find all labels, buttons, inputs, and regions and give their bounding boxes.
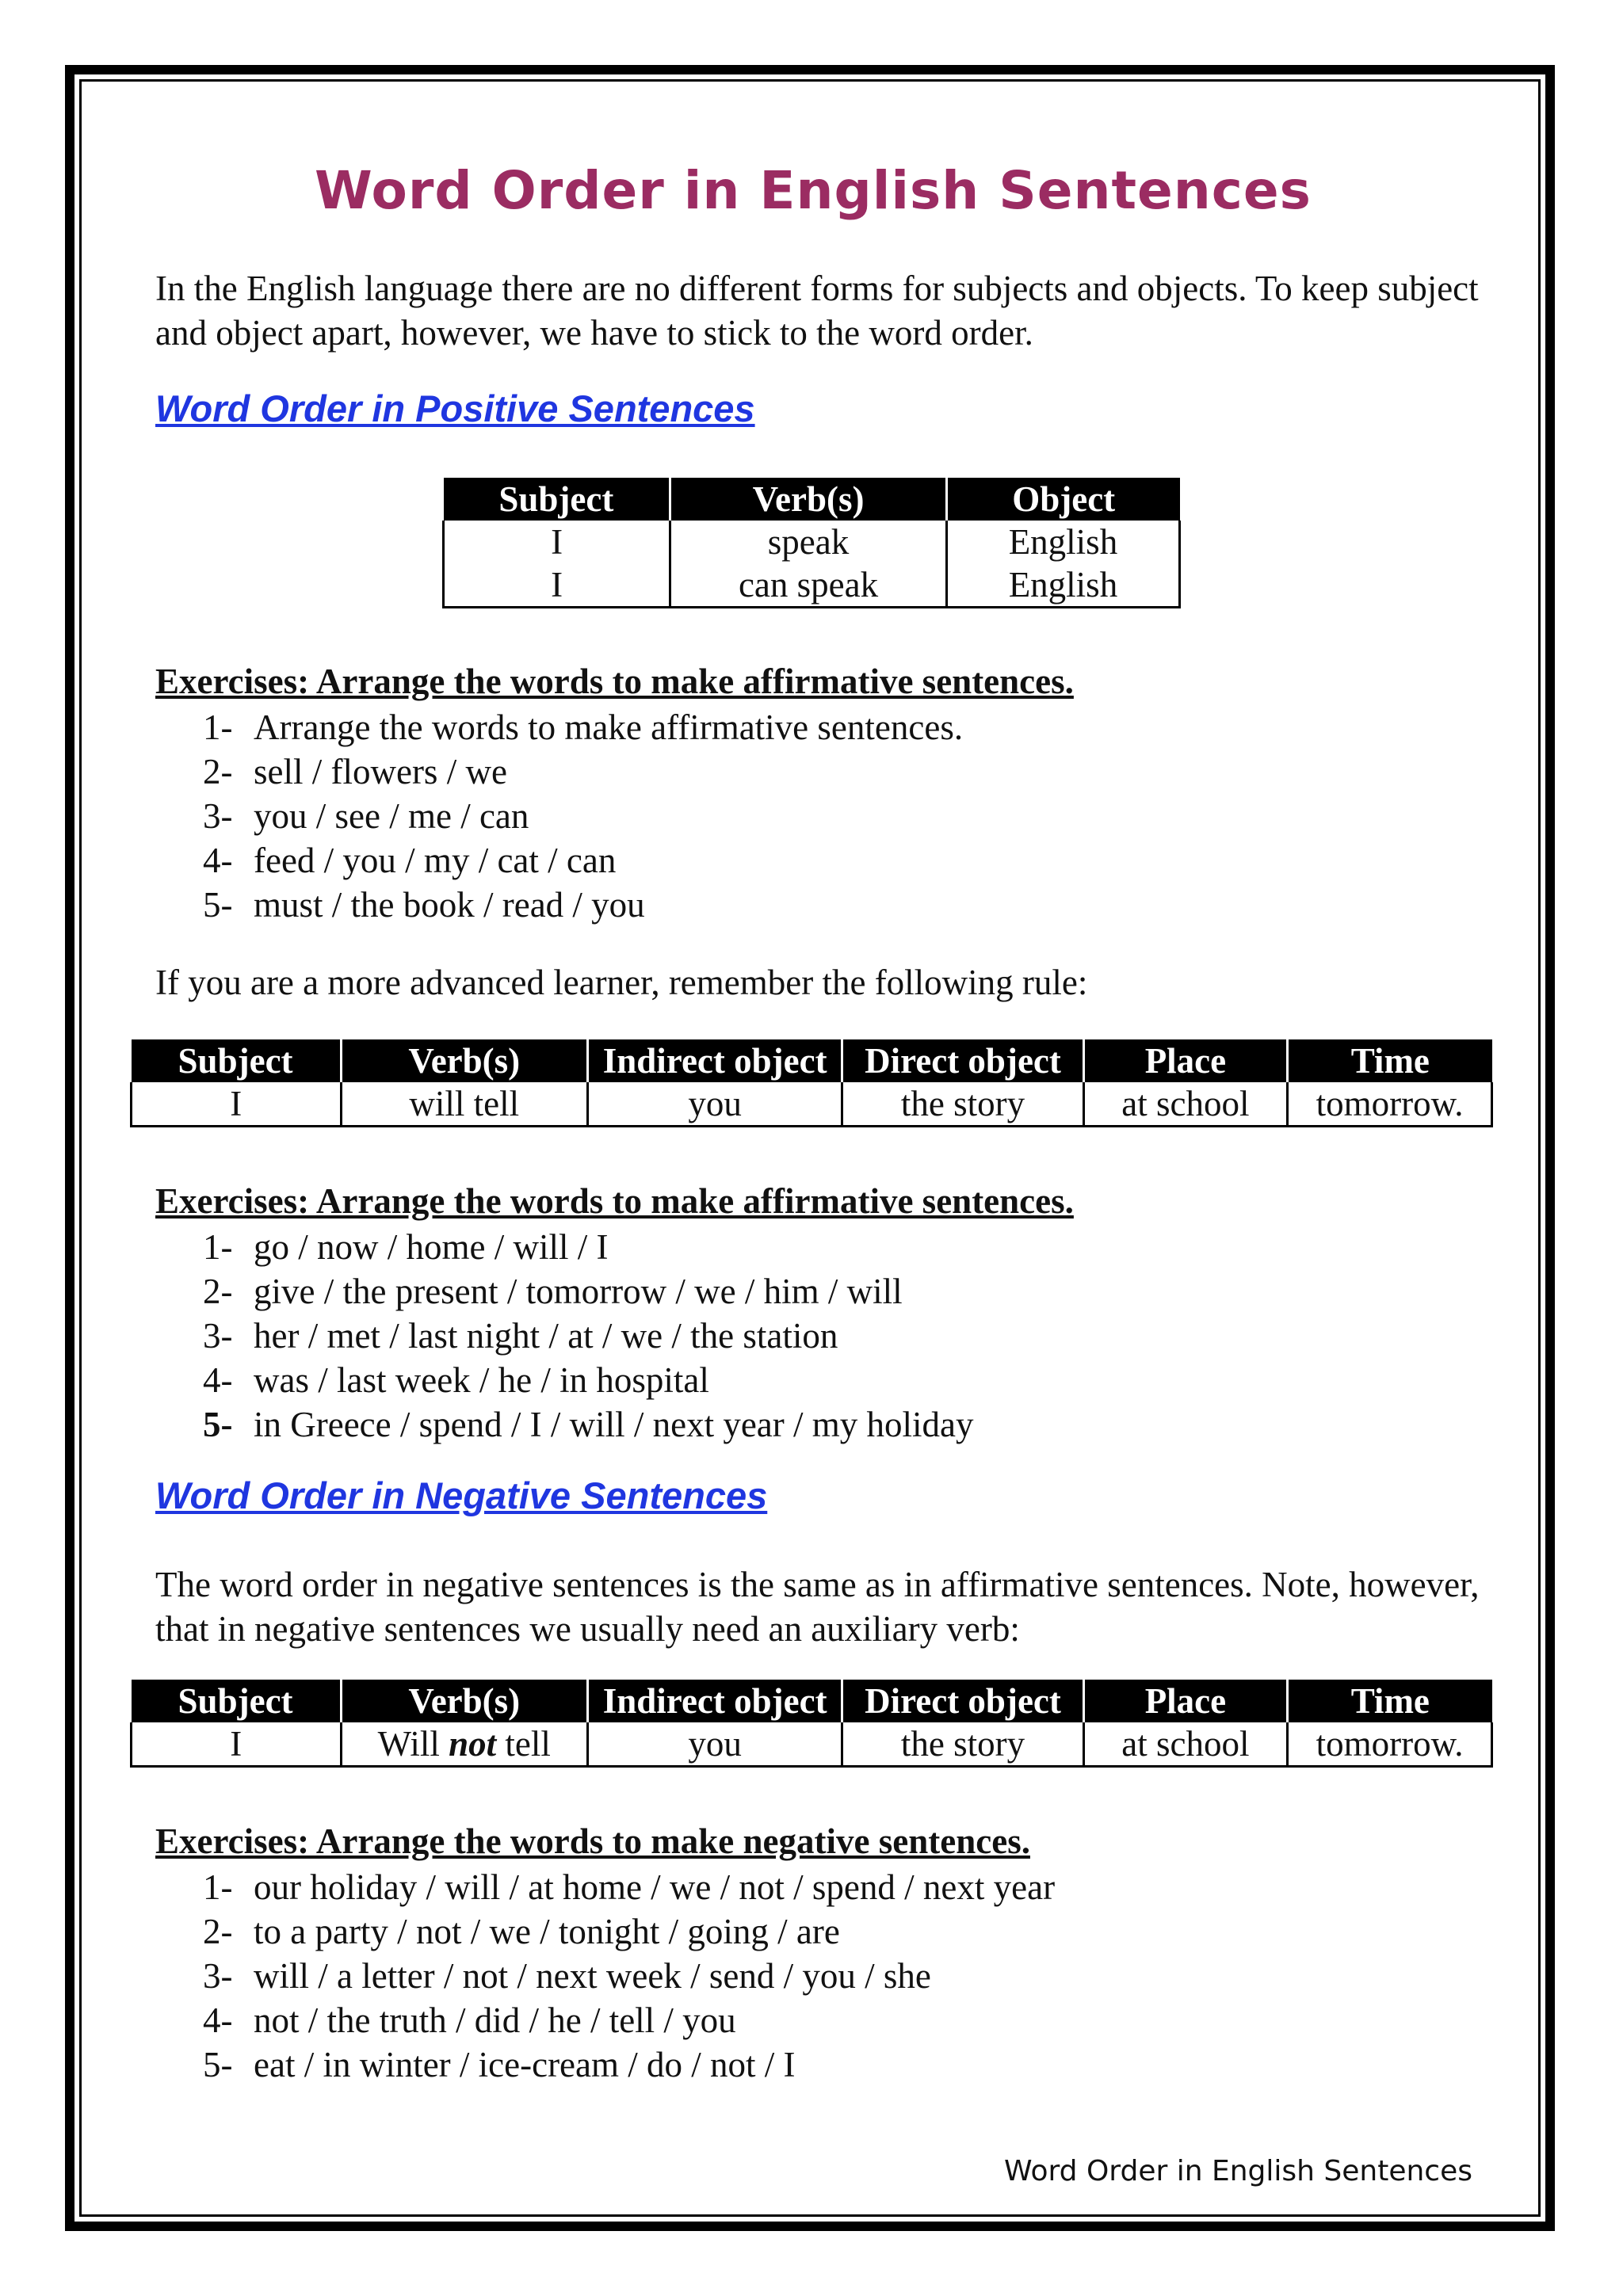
advanced-word-order-table (130, 1039, 1493, 1127)
cell-object: English (946, 521, 1179, 563)
table-row (132, 1082, 1492, 1127)
list-item: 1- Arrange the words to make affirmative sentences. (203, 707, 964, 747)
list-item: 5- in Greece / spend / I / will / next year / my holiday (203, 1405, 974, 1444)
cell-indirect-object: you (587, 1082, 842, 1127)
header-time: Time (1288, 1039, 1492, 1082)
list-item: 4- not / the truth / did / he / tell / you (203, 2000, 736, 2040)
cell-verbs: will tell (341, 1082, 587, 1127)
header-object: Object (946, 478, 1179, 521)
negative-intro-paragraph: The word order in negative sentences is the same as in affirmative sentences. Note, however, that in negative sentences we usually need an auxiliary verb: (155, 1565, 1480, 1649)
intro-paragraph: In the English language there are no different forms for subjects and objects. To keep subject and object apart, however, we have to stick to the word order. (155, 269, 1479, 353)
list-item: 5- must / the book / read / you (203, 885, 645, 925)
list-item: 1- go / now / home / will / I (203, 1227, 609, 1267)
cell-verbs: Will not tell (341, 1722, 587, 1767)
exercise-list-affirmative-1 (203, 705, 963, 927)
cell-place: at school (1083, 1082, 1288, 1127)
cell-indirect-object: you (587, 1722, 842, 1767)
list-item: 5- eat / in winter / ice-cream / do / not / I (203, 2045, 796, 2084)
exercise-heading-affirmative-1: Exercises: Arrange the words to make affirmative sentences. (155, 662, 1074, 701)
header-place: Place (1083, 1680, 1288, 1722)
exercise-list-negative (203, 1865, 1055, 2087)
advanced-note: If you are a more advanced learner, remember the following rule: (155, 963, 1088, 1002)
list-item: 2- to a party / not / we / tonight / going / are (203, 1912, 840, 1951)
header-direct-object: Direct object (842, 1039, 1083, 1082)
cell-subject: I (444, 521, 670, 563)
exercise-heading-affirmative-2: Exercises: Arrange the words to make affirmative sentences. (155, 1181, 1074, 1221)
cell-subject: I (444, 563, 670, 608)
header-verbs: Verb(s) (341, 1680, 587, 1722)
cell-place: at school (1083, 1722, 1288, 1767)
list-item: 3- you / see / me / can (203, 796, 529, 836)
cell-direct-object: the story (842, 1722, 1083, 1767)
header-indirect-object: Indirect object (587, 1039, 842, 1082)
table-header-row (132, 1039, 1492, 1082)
exercise-list-affirmative-2 (203, 1225, 974, 1447)
emphasis-not: not (449, 1724, 497, 1764)
negative-section-heading: Word Order in Negative Sentences (155, 1474, 768, 1516)
header-subject: Subject (132, 1039, 342, 1082)
header-indirect-object: Indirect object (587, 1680, 842, 1722)
list-item: 3- her / met / last night / at / we / the station (203, 1316, 838, 1356)
list-item: 4- was / last week / he / in hospital (203, 1360, 709, 1400)
list-item: 4- feed / you / my / cat / can (203, 841, 617, 880)
table-header-row (444, 478, 1180, 521)
positive-word-order-table (442, 478, 1181, 608)
exercise-heading-negative: Exercises: Arrange the words to make negative sentences. (155, 1821, 1030, 1861)
table-header-row (132, 1680, 1492, 1722)
list-item: 3- will / a letter / not / next week / send / you / she (203, 1956, 931, 1996)
header-place: Place (1083, 1039, 1288, 1082)
list-item: 2- give / the present / tomorrow / we / him / will (203, 1272, 903, 1311)
cell-verbs: speak (670, 521, 947, 563)
table-row (444, 521, 1180, 563)
negative-word-order-table (130, 1680, 1493, 1768)
header-subject: Subject (132, 1680, 342, 1722)
page-title: Word Order in English Sentences (315, 160, 1312, 221)
cell-subject: I (132, 1722, 342, 1767)
cell-verbs: can speak (670, 563, 947, 608)
cell-time: tomorrow. (1288, 1722, 1492, 1767)
cell-direct-object: the story (842, 1082, 1083, 1127)
list-item: 1- our holiday / will / at home / we / not / spend / next year (203, 1867, 1056, 1907)
positive-section-heading: Word Order in Positive Sentences (155, 387, 755, 429)
header-verbs: Verb(s) (670, 478, 947, 521)
header-direct-object: Direct object (842, 1680, 1083, 1722)
cell-time: tomorrow. (1288, 1082, 1492, 1127)
page-footer: Word Order in English Sentences (1003, 2155, 1472, 2187)
table-row (132, 1722, 1492, 1767)
header-subject: Subject (444, 478, 670, 521)
cell-subject: I (132, 1082, 342, 1127)
header-verbs: Verb(s) (341, 1039, 587, 1082)
table-row (444, 563, 1180, 608)
list-item: 2- sell / flowers / we (203, 752, 507, 791)
cell-object: English (946, 563, 1179, 608)
header-time: Time (1288, 1680, 1492, 1722)
